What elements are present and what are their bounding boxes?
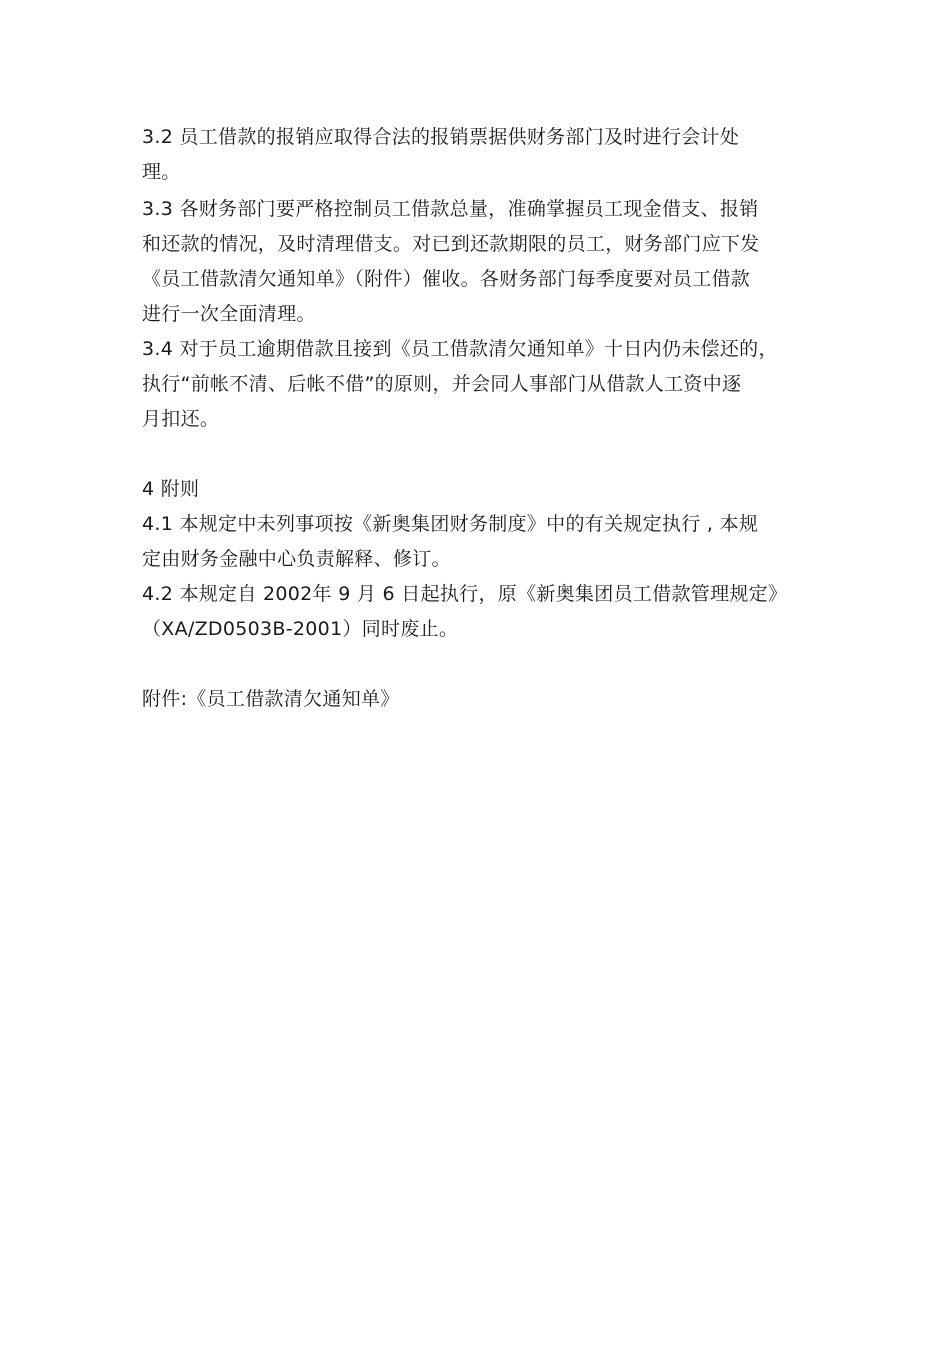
- para-3-4-line-1: 3.4 对于员工逾期借款且接到《员工借款清欠通知单》十日内仍未偿还的，: [142, 338, 778, 360]
- para-4-2-line-1: 4.2 本规定自 2002年 9 月 6 日起执行，原《新奥集团员工借款管理规定》: [142, 583, 788, 605]
- para-3-2-line-1: 3.2 员工借款的报销应取得合法的报销票据供财务部门及时进行会计处: [142, 126, 740, 148]
- para-3-2-line-2: 理。: [142, 161, 181, 183]
- para-3-3-line-2: 和还款的情况，及时清理借支。对已到还款期限的员工，财务部门应下发: [142, 233, 760, 255]
- para-3-3-line-1: 3.3 各财务部门要严格控制员工借款总量，准确掌握员工现金借支、报销: [142, 198, 759, 220]
- section-4-heading: 4 附则: [142, 478, 200, 500]
- para-4-2-line-2: （XA/ZD0503B-2001）同时废止。: [142, 618, 459, 640]
- para-4-1-line-1: 4.1 本规定中未列事项按《新奥集团财务制度》中的有关规定执行 , 本规: [142, 513, 759, 535]
- para-4-1-line-2: 定由财务金融中心负责解释、修订。: [142, 548, 451, 570]
- para-3-3-line-4: 进行一次全面清理。: [142, 303, 316, 325]
- attachment-note: 附件:《员工借款清欠通知单》: [142, 688, 400, 710]
- para-3-3-line-3: 《员工借款清欠通知单》（附件）催收。各财务部门每季度要对员工借款: [142, 268, 751, 290]
- para-3-4-line-3: 月扣还。: [142, 408, 220, 430]
- para-3-4-line-2: 执行“前帐不清、后帐不借”的原则，并会同人事部门从借款人工资中逐: [142, 373, 742, 395]
